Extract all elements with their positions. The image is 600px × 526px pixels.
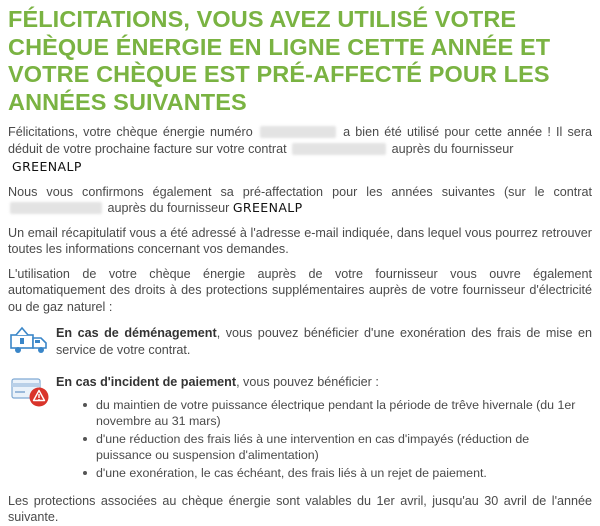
content (8, 6, 592, 526)
confirmation-paragraph (8, 124, 592, 176)
p2-text-a: Nous vous confirmons également sa pré-affectation pour les années suivantes (sur le contrat (8, 184, 592, 199)
redacted-contract-number (292, 143, 386, 155)
supplier-name: GREENALP (12, 159, 82, 174)
payment-benefits-list (8, 397, 592, 481)
validity-paragraph: Les protections associées au chèque énergie sont valables du 1er avril, jusqu'au 30 avril de l'année suivante. (8, 493, 592, 524)
redacted-cheque-number (260, 126, 336, 138)
list-item: d'une exonération, le cas échéant, des frais liés à un rejet de paiement. (96, 465, 592, 481)
payment-feature (8, 374, 592, 391)
email-paragraph: Un email récapitulatif vous a été adressé à l'adresse e-mail indiquée, dans lequel vous pourrez retrouver toutes les informations concernant vos demandes. (8, 225, 592, 256)
p1-text-c: auprès du fournisseur (391, 141, 514, 156)
page-title: FÉLICITATIONS, VOUS AVEZ UTILISÉ VOTRE CHÈQUE ÉNERGIE EN LIGNE CETTE ANNÉE ET VOTRE CHÈQUE EST PRÉ-AFFECTÉ POUR LES ANNÉES SUIVANTES (8, 6, 551, 115)
moving-text: , vous pouvez bénéficier d'une exonération des frais de mise en service de votre contrat. (56, 326, 592, 357)
list-item: d'une réduction des frais liés à une intervention en cas d'impayés (réduction de puissance ou suspension d'alimentation) (96, 431, 592, 463)
supplier-name-2: GREENALP (232, 200, 303, 215)
card-alert-icon (10, 376, 52, 415)
protections-intro: L'utilisation de votre chèque énergie auprès de votre fournisseur vous ouvre également automatiquement des droits à des protections supplémentaires auprès de votre fournisseur d'électricité ou de gaz naturel : (8, 266, 592, 314)
payment-bold: En cas d'incident de paiement (56, 375, 237, 389)
preassign-paragraph (8, 184, 592, 217)
payment-text: , vous pouvez bénéficier : (236, 375, 379, 389)
p1-text-b: a bien été utilisé pour cette année ! Il sera déduit de votre prochaine facture sur votre contrat (8, 125, 593, 156)
moving-feature (8, 325, 592, 358)
moving-bold: En cas de déménagement (56, 326, 217, 340)
redacted-contract-number-2 (10, 202, 102, 214)
p1-text-a: Félicitations, votre chèque énergie numéro (8, 125, 253, 139)
p2-text-b: auprès du fournisseur (107, 201, 230, 215)
moving-truck-icon (10, 325, 52, 360)
list-item: du maintien de votre puissance électrique pendant la période de trêve hivernale (du 1er novembre au 31 mars) (96, 397, 592, 429)
